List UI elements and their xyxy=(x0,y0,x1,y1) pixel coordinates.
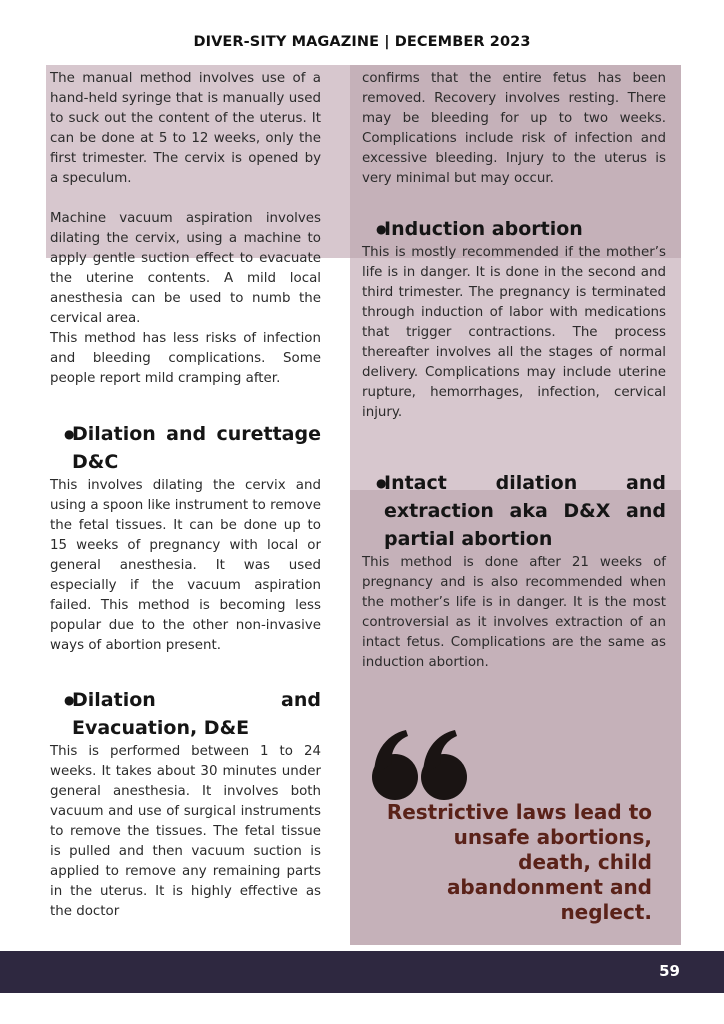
dx-body: This method is done after 21 weeks of pregnancy and is also recommended when the mother’s life is in danger. It is the most controversial as it involves extraction of an intact fetus. Complications are the same as induction abortion. xyxy=(362,555,666,670)
pull-quote: Restrictive laws lead to unsafe abortions, death, child abandonment and neglect. xyxy=(386,800,652,924)
de-heading-text: Dilation and Evacuation, D&E xyxy=(72,689,321,739)
induction-heading-text: Induction abortion xyxy=(384,218,583,240)
bullet-icon: ● xyxy=(64,693,75,707)
dx-heading-text: Intact dilation and extraction aka D&X and partial abortion xyxy=(384,472,666,550)
vacuum-risks-paragraph: This method has less risks of infection and bleeding complications. Some people report mild cramping after. xyxy=(50,331,321,386)
footer-bar xyxy=(0,951,724,993)
left-column xyxy=(50,69,321,922)
dc-heading xyxy=(50,420,321,476)
de-body: This is performed between 1 to 24 weeks. It takes about 30 minutes under general anesthesia. It involves both vacuum and use of surgical instruments to remove the tissues. The fetal tissue is pulled and then vacuum suction is applied to remove any remaining parts in the uterus. It is highly effective as the doctor xyxy=(50,744,321,919)
bullet-icon: ● xyxy=(64,427,75,441)
quote-mark-icon xyxy=(370,728,470,802)
manual-method-paragraph: The manual method involves use of a hand-held syringe that is manually used to suck out the content of the uterus. It can be done at 5 to 12 weeks, only the first trimester. The cervix is opened by a speculum. xyxy=(50,71,321,186)
right-column xyxy=(362,69,666,673)
induction-body: This is mostly recommended if the mother’s life is in danger. It is done in the second and third trimester. The pregnancy is terminated through induction of labor with medications that trigger contractions. The process thereafter involves all the stages of normal delivery. Complications may include uterine rupture, hemorrhages, infection, cervical injury. xyxy=(362,245,666,420)
dc-heading-text: Dilation and curettage D&C xyxy=(72,423,321,473)
machine-vacuum-paragraph: Machine vacuum aspiration involves dilating the cervix, using a machine to apply gentle suction effect to evacuate the uterine contents. A mild local anesthesia can be used to numb the cervical area. xyxy=(50,211,321,326)
continued-paragraph: confirms that the entire fetus has been removed. Recovery involves resting. There may be bleeding for up to two weeks. Complications include risk of infection and excessive bleeding. Injury to the uterus is very minimal but may occur. xyxy=(362,71,666,186)
dx-heading xyxy=(362,469,666,553)
magazine-header: DIVER-SITY MAGAZINE | DECEMBER 2023 xyxy=(193,34,531,50)
page-number: 59 xyxy=(659,962,680,980)
dc-body: This involves dilating the cervix and using a spoon like instrument to remove the fetal tissues. It can be done up to 15 weeks of pregnancy with local or general anesthesia. It was used especially if the vacuum aspiration failed. This method is becoming less popular due to the other non-invasive ways of abortion present. xyxy=(50,478,321,653)
de-heading xyxy=(50,686,321,742)
bullet-icon: ● xyxy=(376,476,387,490)
induction-heading xyxy=(362,215,666,243)
bullet-icon: ● xyxy=(376,222,387,236)
